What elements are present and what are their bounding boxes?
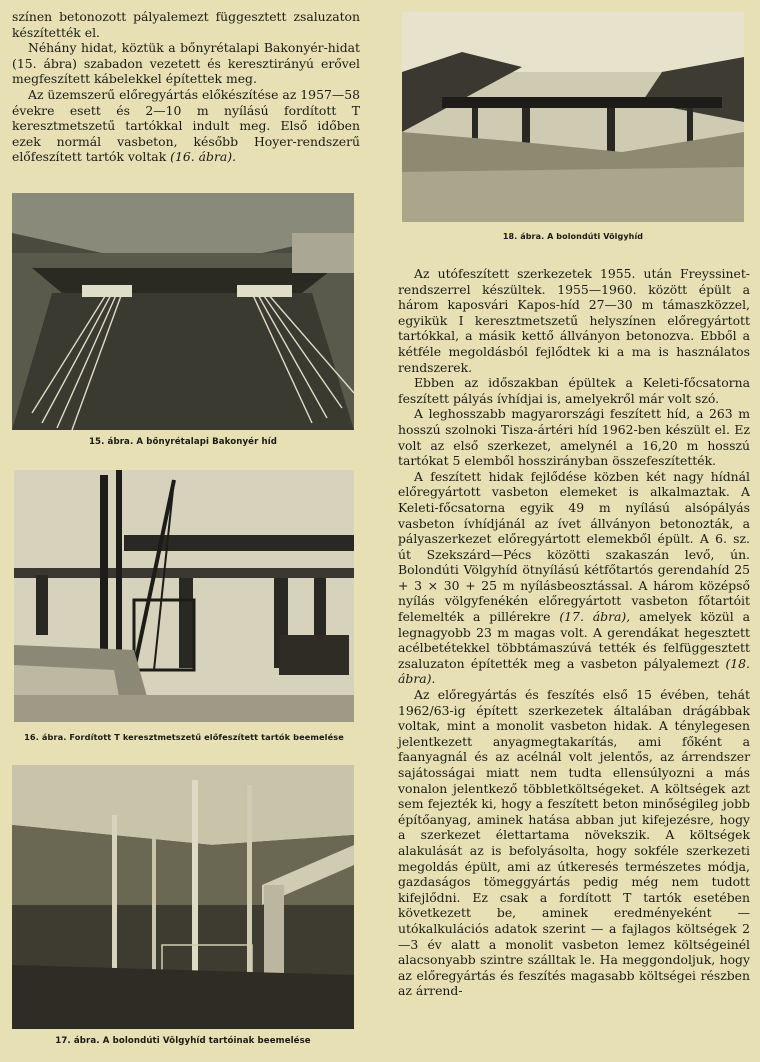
paragraph-costs: Az előregyártás és feszítés első 15 évében, tehát 1962/63-ig épített szerkezetek általában drágábbak voltak, mint a monolit vasbeton hidak. A ténylegesen jelentkezett anyagmegtakarítás, ami főként a faanyagnál és az acélnál volt jelentős, az árrendszer sajátosságai miatt nem tudta ellensúlyozni a más vonalon jelentkező többletköltségeket. A költségek azt sem fejezték ki, hogy a feszített beton minőségileg jobb építőanyag, aminek hatása abban jut kifejezésre, hogy a szerkezet élettartama növekszik. A költségek alakulását az is befolyásolta, hogy sokféle szerkezeti megoldás épült, ami az útkeresés természetes módja, gazdaságos tömeggyártás pedig még nem tudott kifejlődni. Ez csak a fordított T tartók esetében következett be, aminek eredményeként — utókalkulációs adatok szerint — a fajlagos költségek 2—3 év alatt a monolit vasbeton lemez költségeinél alacsonyabb szintre szálltak le. Ha meggondoljuk, hogy az előregyártás és feszítés magasabb költségei részben az árrend- (398, 687, 750, 999)
figure-17-caption: 17. ábra. A bolondúti Völgyhíd tartóinak beemelése (55, 1036, 311, 1046)
fig18-reference: (18. ábra). (398, 655, 750, 687)
valley-bridge-lift-image (12, 765, 354, 1029)
left-text-block (12, 9, 360, 165)
figure-18-photo (402, 12, 744, 222)
bolonduti-text-b: amelyek közül a legnagyobb 23 m magas volt. A gerendákat hegesztett acélbetétekkel többtámaszúvá tették és felfüggesztett zsaluzaton építették meg a vasbeton pályalemezt (398, 609, 750, 671)
figure-16-photo (14, 470, 354, 722)
figure-15-caption: 15. ábra. A bőnyrétalapi Bakonyér híd (88, 437, 278, 447)
fig16-reference: (16. ábra). (170, 149, 237, 165)
paragraph-freyssinet: Az utófeszített szerkezetek 1955. után Freyssinet-rendszerrel készültek. 1955—1960. között épült a három kaposvári Kapos-híd 27—30 m támaszközzel, egyikük I keresztmetszetű helyszínen előregyártott tartókkal, a másik kettő állványon betonozva. Ebből a kétféle megoldásból fejlődtek ki a ma is használatos rendszerek. (398, 266, 750, 375)
fig17-reference: (17. ábra), (559, 609, 631, 625)
figure-15-photo (12, 193, 354, 430)
bolonduti-text-a: A feszített hidak fejlődése közben két nagy hídnál előregyártott vasbeton elemeket is alkalmaztak. A Keleti-főcsatorna egyik 49 m nyílású alsópályás vasbeton ívhídjánál az ívet állványon betonozták, a pályaszerkezet előregyártott elemekből épült. A 6. sz. út Szekszárd—Pécs közötti szakaszán levő, ún. Bolondúti Völgyhíd ötnyílású kétfőtartós gerendahíd 25 + 3 × 30 + 25 m nyílásbeosztással. A három középső nyílás völgyfenékén előregyártott vasbeton főtartóit felemelték a pillérekre (398, 468, 750, 625)
paragraph-keleti: Ebben az időszakban épültek a Keleti-főcsatorna feszített pályás ívhídjai is, amelyekről már volt szó. (398, 375, 750, 406)
bakonyer-paragraph: Néhány hidat, köztük a bőnyrétalapi Bakonyér-hidat (15. ábra) szabadon vezetett és keresztirányú erővel megfeszített kábelekkel építettek meg. (12, 40, 360, 87)
intro-paragraph: színen betonozott pályalemezt függesztett zsaluzaton készítették el. (12, 9, 360, 40)
figure-16-caption: 16. ábra. Fordított T keresztmetszetű előfeszített tartók beemelése (24, 732, 344, 742)
paragraph-bolonduti (398, 469, 750, 687)
figure-17-photo (12, 765, 354, 1029)
figure-18-caption: 18. ábra. A bolondúti Völgyhíd (502, 232, 644, 241)
uzem-paragraph (12, 87, 360, 165)
bridge-cables-image (12, 193, 354, 430)
valley-bridge-image (402, 12, 744, 222)
crane-lifting-image (14, 470, 354, 722)
uzem-text: Az üzemszerű előregyártás előkészítése az 1957—58 évekre esett és 2—10 m nyílású fordított T keresztmetszetű tartókkal indult meg. Első időben ezek normál vasbeton, később Hoyer-rendszerű előfeszített tartók voltak (12, 86, 360, 165)
right-text-block (398, 266, 750, 999)
paragraph-tisza: A leghosszabb magyarországi feszített híd, a 263 m hosszú szolnoki Tisza-ártéri híd 1962-ben készült el. Ez volt az első szerkezet, amelynél a 16,20 m hosszú tartókat 5 elemből hosszirányban összefeszítették. (398, 406, 750, 469)
